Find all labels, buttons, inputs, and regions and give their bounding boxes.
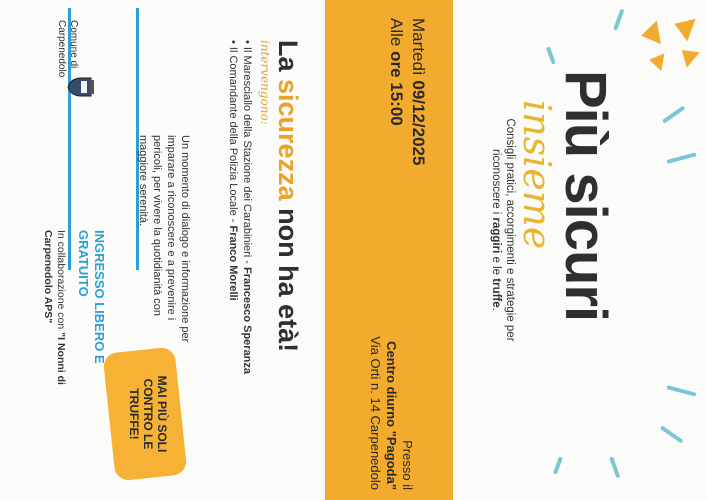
subtitle: Consigli pratici, accorgimenti e strategie per riconoscere i raggiri e le truffe.	[490, 118, 516, 342]
collaboration: In collaborazione con "I Nonni di Carpenedolo APS"	[42, 230, 67, 385]
main-title: Più sicuri	[553, 70, 618, 322]
description: Un momento di dialogo e informazione per imparare a riconoscere e a prevenire i pericoli, per vivere la quotidianità con maggiore serenità.	[137, 135, 191, 343]
free-entry: INGRESSO LIBERO E GRATUITO	[76, 230, 107, 364]
headline: La sicurezza non ha età!	[273, 40, 303, 353]
slogan-text: MAI PIÙ SOLI CONTRO LE TRUFFE!	[127, 375, 169, 453]
event-date: Martedì 09/12/2025	[409, 18, 428, 166]
speakers-label: intervengono:	[258, 40, 272, 125]
event-time: Alle ore 15:00	[387, 18, 406, 126]
speakers-list	[226, 40, 254, 374]
speaker-item: • Il Comandante della Polizia Locale - Franco Morelli	[227, 40, 239, 301]
event-location: Presso il Centro diurno "Pagoda" Via Orti n. 14 Carpenedolo	[368, 336, 415, 490]
speaker-item: • Il Maresciallo della Stazione dei Carabinieri - Francesco Speranza	[241, 40, 253, 375]
script-subtitle: insieme	[515, 100, 559, 250]
comune-label: Comune di Carpenedolo	[56, 20, 79, 78]
